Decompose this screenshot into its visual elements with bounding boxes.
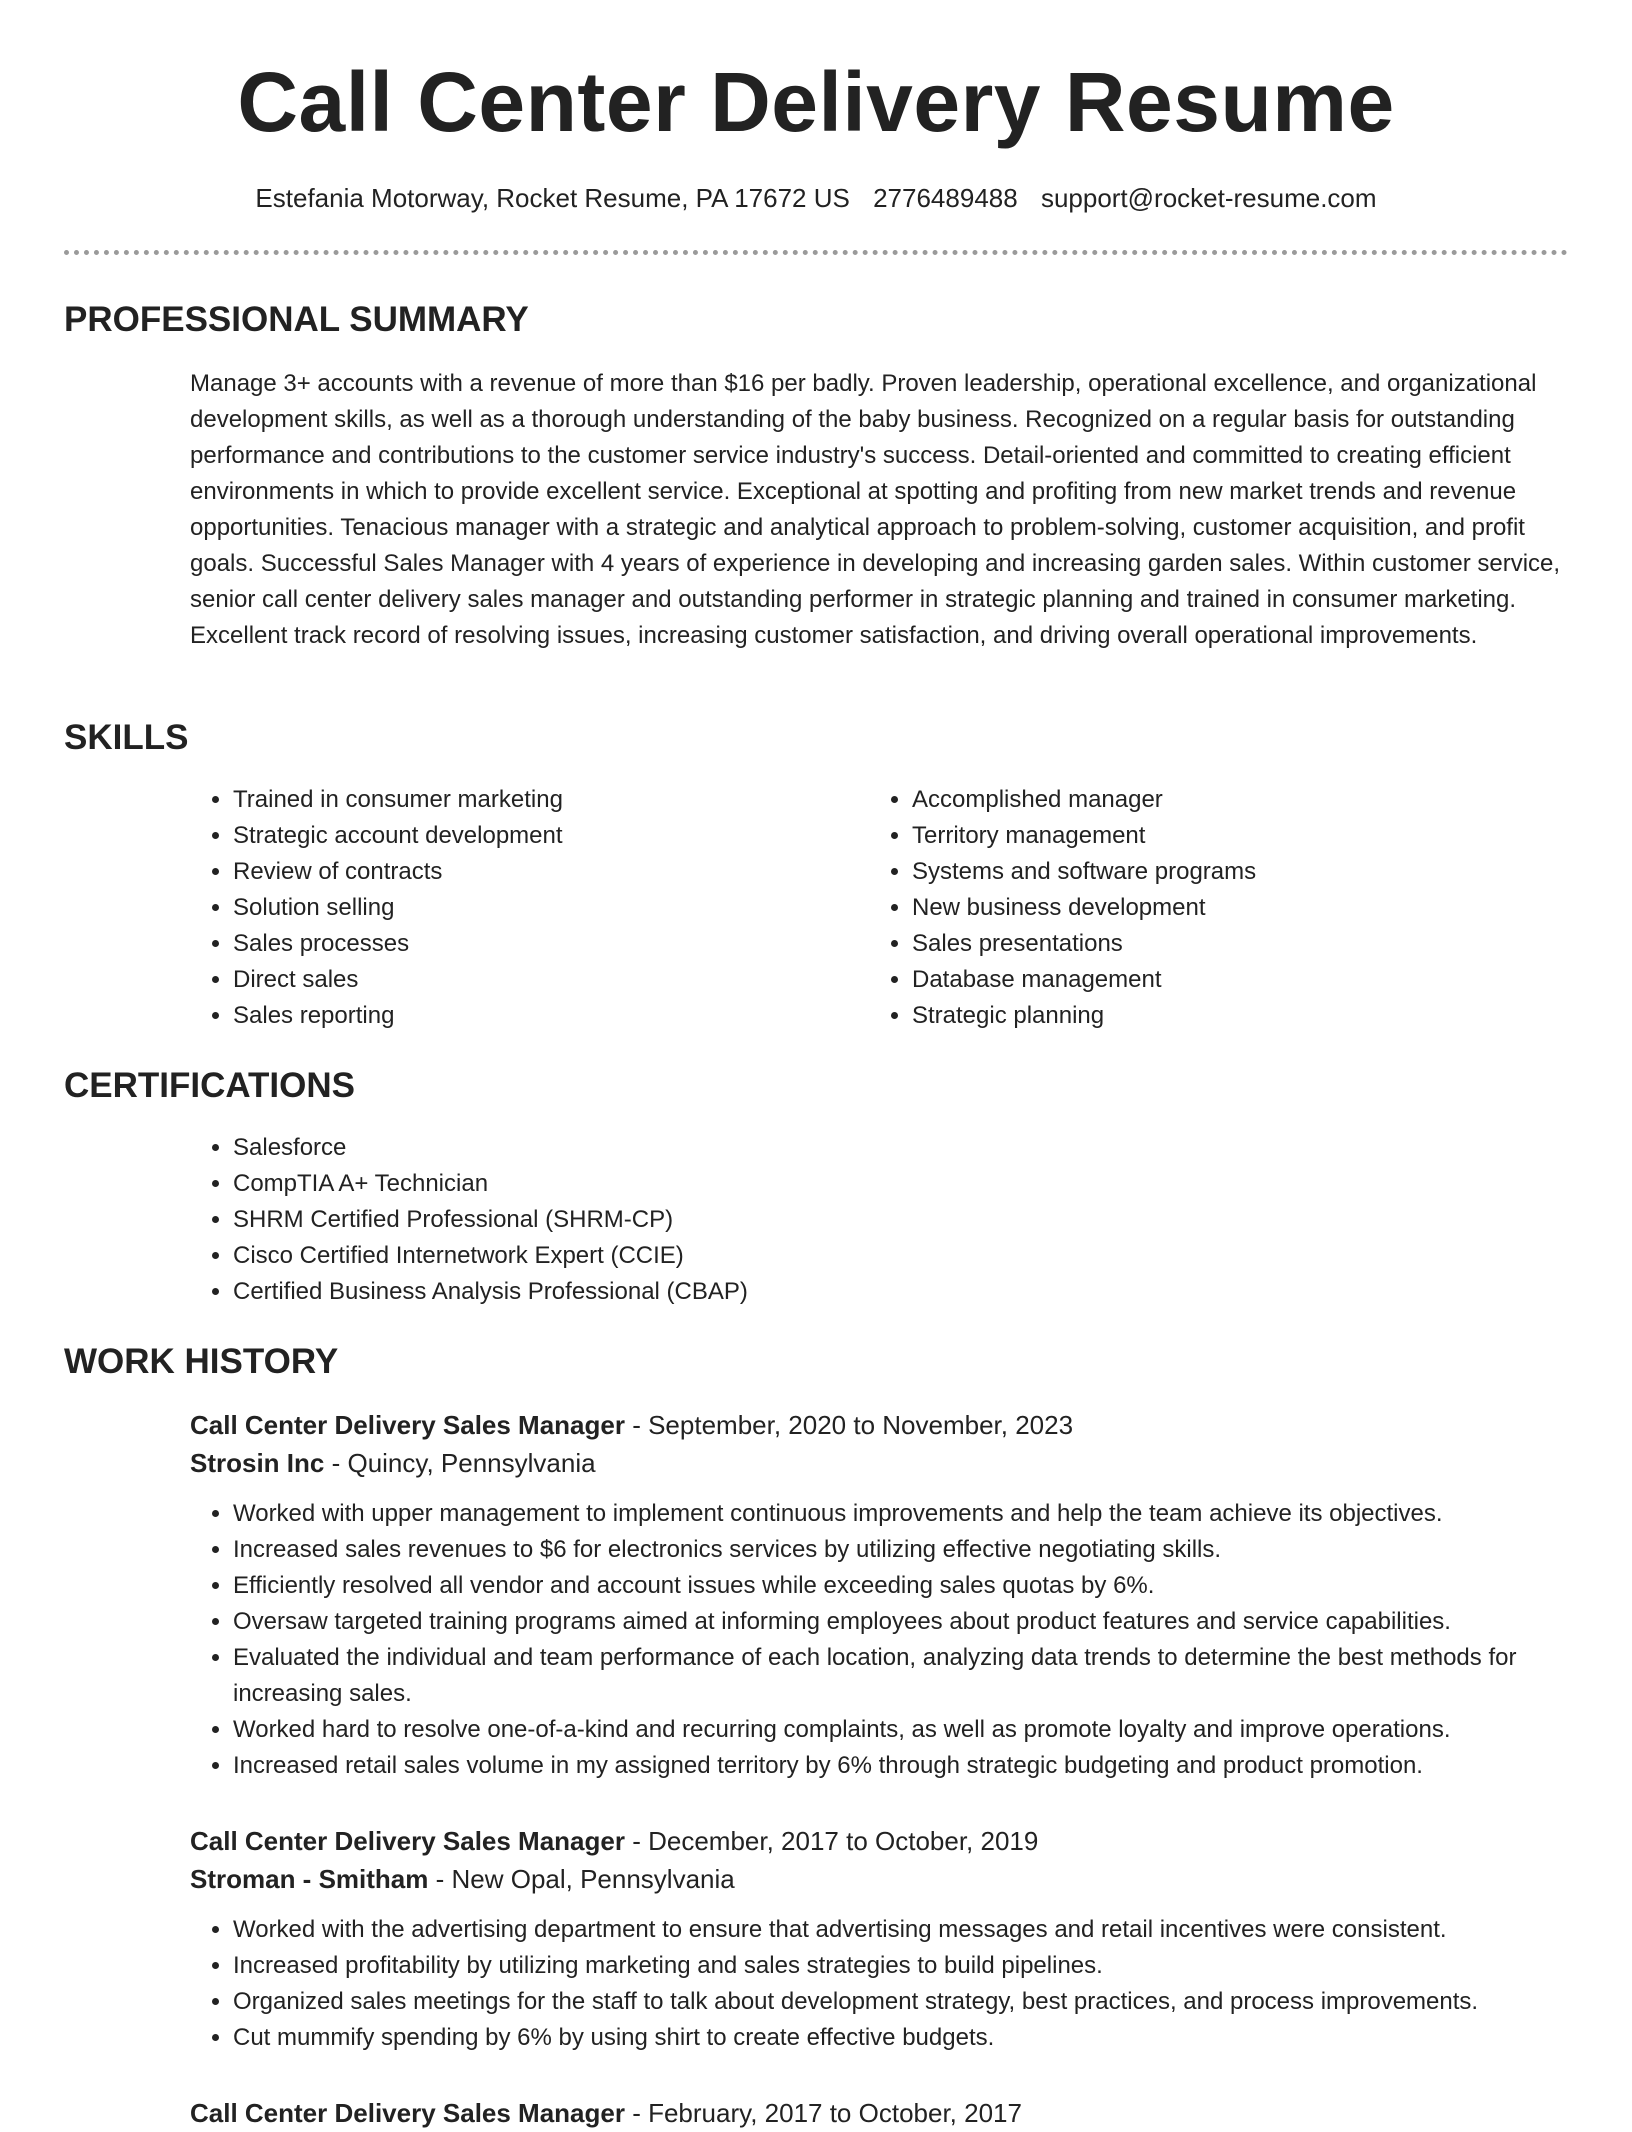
list-item: • CompTIA A+ Technician [233,1166,748,1202]
certifications-list [189,1130,748,1310]
section-heading-work-history: WORK HISTORY [64,1342,339,1381]
list-item: • Evaluated the individual and team performance of each location, analyzing data trends to determine the best methods for increasing sales. [233,1640,1570,1712]
resume-title: Call Center Delivery Resume [237,55,1395,149]
list-item: • Sales processes [233,926,829,962]
list-item: • Oversaw targeted training programs aimed at informing employees about product features and service capabilities. [233,1604,1570,1640]
job-entry [190,1406,1570,1784]
skills-list-right [868,782,1568,1034]
contact-email: support@rocket-resume.com [1040,183,1377,213]
list-item: • Cut mummify spending by 6% by using shirt to create effective budgets. [233,2020,1570,2056]
job-location: - Quincy, Pennsylvania [324,1448,596,1478]
job-company-line [190,1444,1570,1482]
list-item: • Strategic account development [233,818,829,854]
list-item: • Direct sales [233,962,829,998]
job-title-line [190,1406,1570,1444]
contact-address: Estefania Motorway, Rocket Resume, PA 17672 US [255,183,850,213]
job-title: Call Center Delivery Sales Manager [190,1826,625,1856]
section-heading-skills: SKILLS [64,718,189,757]
list-item: • Sales presentations [912,926,1568,962]
list-item: • Database management [912,962,1568,998]
summary-text: Manage 3+ accounts with a revenue of more than $16 per badly. Proven leadership, operational excellence, and organizational development skills, as well as a thorough understanding of the baby business. Recognized on a regular basis for outstanding performance and contributions to the customer service industry's success. Detail-oriented and committed to creating efficient environments in which to provide excellent service. Exceptional at spotting and profiting from new market trends and revenue opportunities. Tenacious manager with a strategic and analytical approach to problem-solving, customer acquisition, and profit goals. Successful Sales Manager with 4 years of experience in developing and increasing garden sales. Within customer service, senior call center delivery sales manager and outstanding performer in strategic planning and trained in consumer marketing. Excellent track record of resolving issues, increasing customer satisfaction, and driving overall operational improvements. [190,370,1561,649]
list-item: • SHRM Certified Professional (SHRM-CP) [233,1202,748,1238]
job-bullets [189,1496,1570,1784]
list-item: • Increased profitability by utilizing marketing and sales strategies to build pipelines. [233,1948,1570,1984]
job-company: Stroman - Smitham [190,1864,429,1894]
list-item: • Increased sales revenues to $6 for electronics services by utilizing effective negotiating skills. [233,1532,1570,1568]
list-item: • Salesforce [233,1130,748,1166]
list-item: • Organized sales meetings for the staff to talk about development strategy, best practices, and process improvements. [233,1984,1570,2020]
header-divider [64,250,1568,255]
job-title: Call Center Delivery Sales Manager [190,2098,625,2128]
list-item: • New business development [912,890,1568,926]
list-item: • Certified Business Analysis Professional (CBAP) [233,1274,748,1310]
list-item: • Cisco Certified Internetwork Expert (CCIE) [233,1238,748,1274]
job-dates: - December, 2017 to October, 2019 [624,1826,1039,1856]
list-item: • Increased retail sales volume in my assigned territory by 6% through strategic budgeting and product promotion. [233,1748,1570,1784]
job-dates: - February, 2017 to October, 2017 [624,2098,1022,2128]
skills-list-left [189,782,829,1034]
skills-column-right [868,782,1568,1034]
section-heading-summary: PROFESSIONAL SUMMARY [64,300,529,339]
list-item: • Worked hard to resolve one-of-a-kind and recurring complaints, as well as promote loyalty and improve operations. [233,1712,1570,1748]
job-title-line [190,1822,1570,1860]
list-item: • Trained in consumer marketing [233,782,829,818]
list-item: • Systems and software programs [912,854,1568,890]
job-company-line [190,1860,1570,1898]
job-entry [190,1822,1570,2056]
section-heading-certifications: CERTIFICATIONS [64,1066,356,1105]
job-company: Strosin Inc [190,1448,325,1478]
job-entry [190,2094,1570,2132]
job-bullets [189,1912,1570,2056]
list-item: • Worked with upper management to implement continuous improvements and help the team achieve its objectives. [233,1496,1570,1532]
list-item: • Worked with the advertising department to ensure that advertising messages and retail incentives were consistent. [233,1912,1570,1948]
list-item: • Solution selling [233,890,829,926]
list-item: • Review of contracts [233,854,829,890]
skills-column-left [189,782,829,1034]
list-item: • Territory management [912,818,1568,854]
job-dates: - September, 2020 to November, 2023 [624,1410,1074,1440]
list-item: • Sales reporting [233,998,829,1034]
job-location: - New Opal, Pennsylvania [428,1864,735,1894]
contact-line [0,180,1632,216]
list-item: • Accomplished manager [912,782,1568,818]
list-item: • Strategic planning [912,998,1568,1034]
list-item: • Efficiently resolved all vendor and account issues while exceeding sales quotas by 6%. [233,1568,1570,1604]
certifications-list-wrap [189,1130,748,1310]
job-title-line [190,2094,1570,2132]
job-title: Call Center Delivery Sales Manager [190,1410,625,1440]
contact-phone: 2776489488 [873,183,1018,213]
